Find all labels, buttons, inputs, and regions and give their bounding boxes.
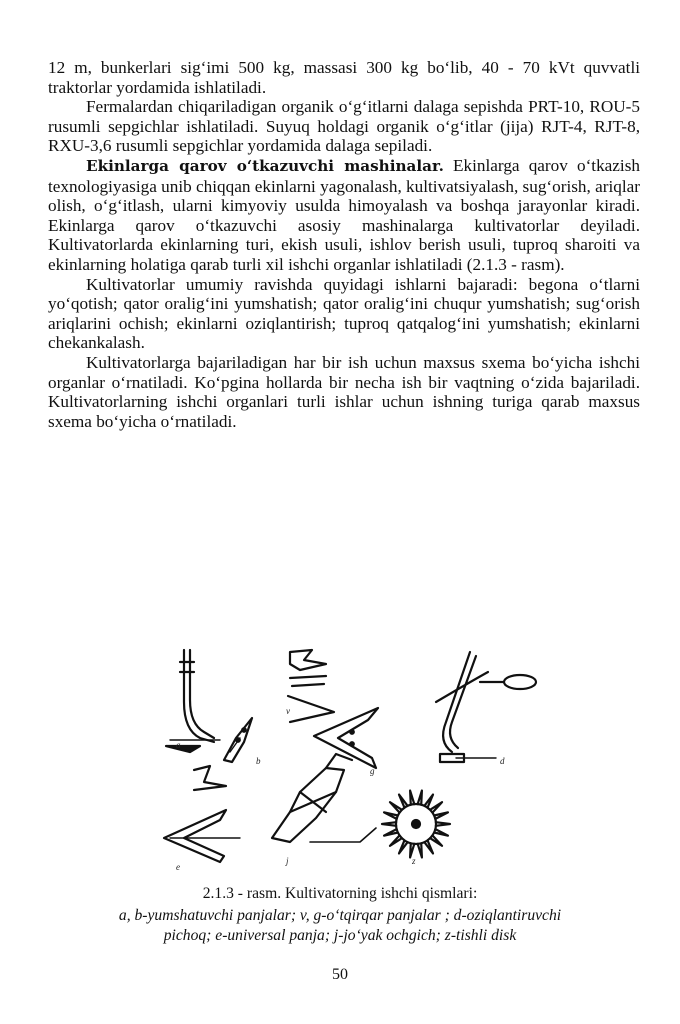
disk-tooth [436, 822, 450, 826]
letter-j: j [286, 856, 289, 866]
disk-tooth [424, 840, 433, 853]
letter-e: e [176, 862, 180, 872]
paragraph-4 [48, 275, 640, 353]
disk-tooth [410, 791, 414, 805]
body-text [48, 58, 640, 431]
disk-tooth [384, 829, 398, 836]
disk-tooth [418, 843, 422, 857]
part-j-furrow-opener [272, 754, 376, 842]
disk-tooth [382, 822, 396, 826]
figure-caption-legend-line-2: pichoq; e-universal panja; j-jo‘yak ochgich; z-tishli disk [163, 927, 517, 944]
paragraph-5 [48, 353, 640, 431]
disk-tooth [418, 791, 422, 805]
disk-tooth [424, 795, 433, 808]
paragraph-1-text: 12 m, bunkerlari sig‘imi 500 kg, massasi 300 kg bo‘lib, 40 - 70 kVt quvvatli traktorlar yordamida ishlatiladi. [48, 58, 640, 97]
cultivator-working-parts-illustration [140, 642, 560, 877]
paragraph-4-text: Kultivatorlar umumiy ravishda quyidagi ishlarni bajaradi: begona o‘tlarni yo‘qotish; qator oralig‘ini yumshatish; qator oralig‘ini chuqur yumshatish; sug‘orish ariqlarini ochish; ekinlarni oziqlantirish; tuproq qatqalog‘ini yumshatish; ekinlarni chekankalash. [48, 274, 640, 353]
disk-tooth [399, 840, 408, 853]
letter-d: d [500, 756, 505, 766]
paragraph-3-text: Ekinlarga qarov o‘tkazish texnologiyasiga unib chiqqan ekinlarni yagonalash, kultivatsiyalash, sug‘orish, ariqlar olish, o‘g‘itlash, ularni kimyoviy usulda himoyalash va boshqa jarayonlar kiradi. Ekinlarga qarov o‘tkazuvchi asosiy mashinalarga kultivatorlar deyiladi. Kultivatorlarda ekinlarning turi, ekish usuli, ishlov berish usuli, tuproq sharoiti va ekinlarning holatiga qarab turli xil ishchi organlar ishlatiladi (2.1.3 - rasm). [48, 155, 640, 274]
paragraph-3 [48, 156, 640, 275]
disk-tooth [399, 795, 408, 808]
part-a-loosening-tine [166, 650, 220, 752]
letter-v: v [286, 706, 290, 716]
part-b-loosening-tine [224, 718, 252, 762]
disk-tooth [384, 812, 398, 819]
paragraph-2-text: Fermalardan chiqariladigan organik o‘g‘itlarni dalaga sepishda PRT-10, ROU-5 rusumli sepgichlar ishlatiladi. Suyuq holdagi organik o‘g‘itlar (jija) RJT-4, RJT-8, RXU-3,6 rusumli sepgichlar yordamida dalaga sepiladi. [48, 97, 640, 156]
figure-caption-legend [30, 906, 650, 946]
part-v-weeding-sweep [288, 650, 334, 722]
paragraph-5-text: Kultivatorlarga bajariladigan har bir ish uchun maxsus sxema bo‘yicha ishchi organlar o‘rnatiladi. Ko‘pgina hollarda bir necha ish bir vaqtning o‘zida bajariladi. Kultivatorlarning ishchi organlari turli ishlar uchun ishning turiga qarab maxsus sxema bo‘yicha o‘rnatiladi. [48, 352, 640, 431]
figure-cultivator-parts [140, 642, 560, 877]
letter-b: b [256, 756, 261, 766]
disk-tooth [434, 829, 448, 836]
paragraph-2 [48, 97, 640, 156]
disk-tooth [434, 812, 448, 819]
letter-z: z [412, 856, 416, 866]
part-z-toothed-disk [382, 791, 450, 858]
figure-caption-title: 2.1.3 - rasm. Kultivatorning ishchi qismlari: [202, 885, 478, 902]
part-g-weeding-sweep [314, 708, 378, 768]
figure-caption-legend-line-1: a, b-yumshatuvchi panjalar; v, g-o‘tqirqar panjalar ; d-oziqlantiruvchi [118, 907, 562, 924]
section-run-in-heading: Ekinlarga qarov o‘tkazuvchi mashinalar. [86, 156, 444, 175]
part-e-universal-sweep [164, 766, 240, 862]
part-d-fertilizer-knife [436, 652, 536, 762]
paragraph-1 [48, 58, 640, 97]
letter-g: g [370, 766, 375, 776]
page-number: 50 [332, 966, 348, 983]
letter-a: a [176, 740, 181, 750]
